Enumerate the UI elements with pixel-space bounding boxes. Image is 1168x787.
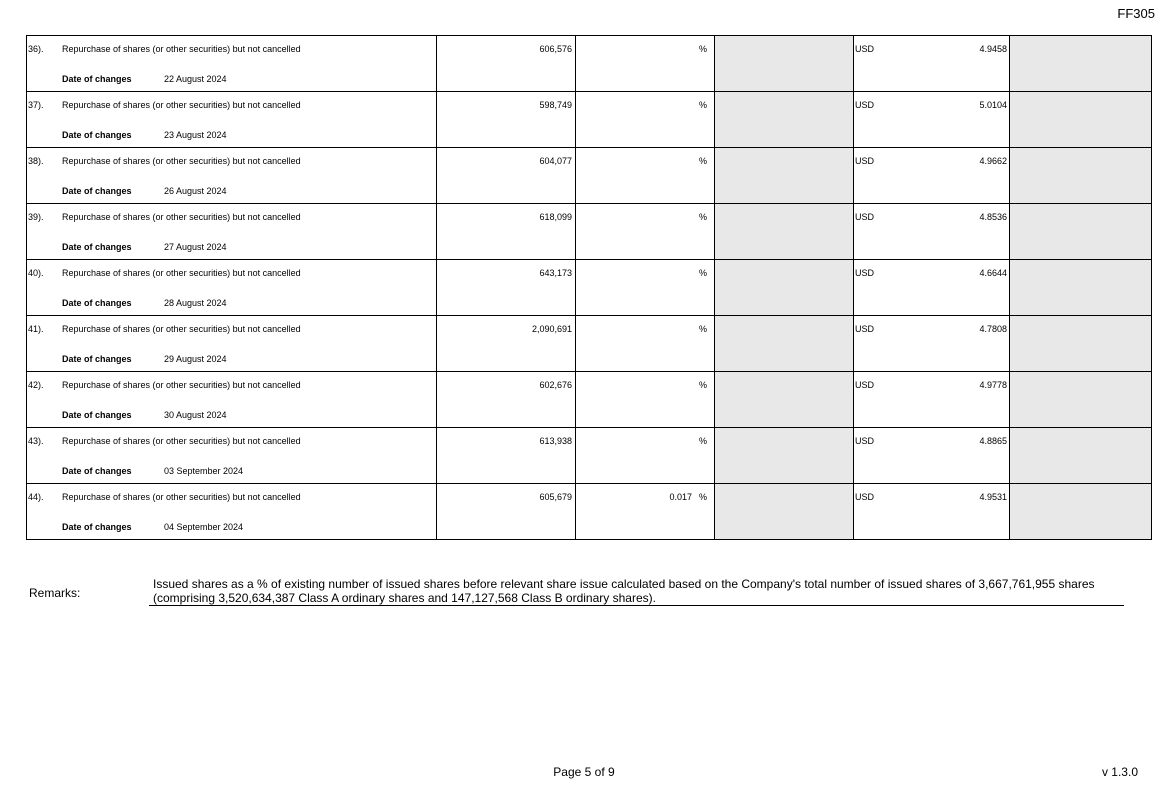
date-of-changes-label: Date of changes [62, 130, 132, 140]
date-of-changes-value: 23 August 2024 [164, 130, 227, 140]
shares-value: 643,173 [539, 268, 572, 278]
table-row [27, 148, 1152, 204]
table-row [27, 372, 1152, 428]
price-cell [854, 484, 1010, 540]
date-of-changes-value: 28 August 2024 [164, 298, 227, 308]
price-value: 5.0104 [979, 100, 1007, 110]
shares-cell [437, 484, 576, 540]
date-of-changes-label: Date of changes [62, 186, 132, 196]
percent-cell [576, 372, 715, 428]
table-row [27, 428, 1152, 484]
shaded-cell [715, 92, 854, 148]
shaded-cell [1010, 260, 1152, 316]
remarks-text: Issued shares as a % of existing number of issued shares before relevant share issue calculated based on the Company's total number of issued shares of 3,667,761,955 shares (comprising 3,520,634,387 Class A ordinary shares and 147,127,568 Class B ordinary shares). [153, 577, 1095, 605]
row-index: 37). [28, 100, 44, 110]
description-cell [27, 148, 437, 204]
date-of-changes-label: Date of changes [62, 522, 132, 532]
price-cell [854, 148, 1010, 204]
currency-label: USD [855, 156, 875, 166]
percent-sign: % [698, 212, 707, 222]
shaded-cell [715, 36, 854, 92]
currency-label: USD [855, 268, 875, 278]
row-index: 39). [28, 212, 44, 222]
row-index: 44). [28, 492, 44, 502]
row-description: Repurchase of shares (or other securities) but not cancelled [62, 44, 301, 54]
table-row [27, 484, 1152, 540]
percent-sign: % [698, 268, 707, 278]
shares-value: 605,679 [539, 492, 572, 502]
shaded-cell [1010, 372, 1152, 428]
date-of-changes-value: 22 August 2024 [164, 74, 227, 84]
shares-cell [437, 148, 576, 204]
price-cell [854, 428, 1010, 484]
shaded-cell [1010, 36, 1152, 92]
percent-cell [576, 204, 715, 260]
description-cell [27, 260, 437, 316]
date-of-changes-value: 30 August 2024 [164, 410, 227, 420]
description-cell [27, 428, 437, 484]
shares-value: 604,077 [539, 156, 572, 166]
shaded-cell [715, 316, 854, 372]
shares-cell [437, 204, 576, 260]
form-code: FF305 [1117, 6, 1155, 21]
table-row [27, 260, 1152, 316]
shaded-cell [1010, 428, 1152, 484]
currency-label: USD [855, 436, 875, 446]
shares-value: 602,676 [539, 380, 572, 390]
percent-sign: % [698, 100, 707, 110]
date-of-changes-label: Date of changes [62, 242, 132, 252]
percent-sign: % [698, 380, 707, 390]
date-of-changes-value: 26 August 2024 [164, 186, 227, 196]
price-value: 4.9458 [979, 44, 1007, 54]
percent-cell [576, 148, 715, 204]
table-row [27, 204, 1152, 260]
table-body [27, 36, 1152, 540]
date-of-changes-value: 29 August 2024 [164, 354, 227, 364]
shaded-cell [715, 372, 854, 428]
shaded-cell [715, 148, 854, 204]
row-description: Repurchase of shares (or other securities) but not cancelled [62, 212, 301, 222]
date-of-changes-label: Date of changes [62, 354, 132, 364]
shares-value: 606,576 [539, 44, 572, 54]
currency-label: USD [855, 492, 875, 502]
description-cell [27, 92, 437, 148]
percent-cell [576, 36, 715, 92]
shaded-cell [1010, 316, 1152, 372]
percent-cell [576, 484, 715, 540]
shares-cell [437, 316, 576, 372]
shaded-cell [715, 204, 854, 260]
date-of-changes-label: Date of changes [62, 74, 132, 84]
shaded-cell [1010, 92, 1152, 148]
shaded-cell [1010, 484, 1152, 540]
date-of-changes-label: Date of changes [62, 466, 132, 476]
row-index: 42). [28, 380, 44, 390]
row-description: Repurchase of shares (or other securities) but not cancelled [62, 100, 301, 110]
description-cell [27, 316, 437, 372]
shaded-cell [715, 484, 854, 540]
shaded-cell [1010, 204, 1152, 260]
remarks-label: Remarks: [29, 586, 81, 600]
table-row [27, 316, 1152, 372]
row-index: 41). [28, 324, 44, 334]
description-cell [27, 204, 437, 260]
row-index: 43). [28, 436, 44, 446]
percent-sign: % [698, 156, 707, 166]
shares-cell [437, 36, 576, 92]
currency-label: USD [855, 380, 875, 390]
percent-cell [576, 316, 715, 372]
date-of-changes-label: Date of changes [62, 410, 132, 420]
remarks-underline [149, 605, 1124, 606]
description-cell [27, 484, 437, 540]
percent-value: 0.017 [669, 492, 692, 502]
percent-sign: % [698, 436, 707, 446]
price-value: 4.8536 [979, 212, 1007, 222]
percent-cell [576, 428, 715, 484]
description-cell [27, 36, 437, 92]
page-number: Page 5 of 9 [553, 765, 615, 779]
shaded-cell [715, 260, 854, 316]
version-label: v 1.3.0 [1101, 765, 1138, 779]
row-description: Repurchase of shares (or other securities) but not cancelled [62, 268, 301, 278]
shares-value: 618,099 [539, 212, 572, 222]
price-cell [854, 92, 1010, 148]
share-repurchase-table [26, 35, 1152, 540]
row-description: Repurchase of shares (or other securities) but not cancelled [62, 492, 301, 502]
date-of-changes-value: 04 September 2024 [164, 522, 244, 532]
row-description: Repurchase of shares (or other securities) but not cancelled [62, 380, 301, 390]
price-value: 4.9531 [979, 492, 1007, 502]
price-value: 4.6644 [979, 268, 1007, 278]
currency-label: USD [855, 100, 875, 110]
percent-sign: % [698, 44, 707, 54]
row-description: Repurchase of shares (or other securities) but not cancelled [62, 436, 301, 446]
price-cell [854, 260, 1010, 316]
percent-cell [576, 92, 715, 148]
row-description: Repurchase of shares (or other securities) but not cancelled [62, 324, 301, 334]
price-value: 4.9778 [979, 380, 1007, 390]
currency-label: USD [855, 324, 875, 334]
percent-sign: % [698, 324, 707, 334]
shares-value: 598,749 [539, 100, 572, 110]
row-index: 38). [28, 156, 44, 166]
date-of-changes-value: 27 August 2024 [164, 242, 227, 252]
price-value: 4.7808 [979, 324, 1007, 334]
table-row [27, 92, 1152, 148]
date-of-changes-label: Date of changes [62, 298, 132, 308]
shares-cell [437, 428, 576, 484]
description-cell [27, 372, 437, 428]
percent-cell [576, 260, 715, 316]
price-cell [854, 372, 1010, 428]
price-cell [854, 316, 1010, 372]
table-row [27, 36, 1152, 92]
shares-value: 613,938 [539, 436, 572, 446]
shaded-cell [1010, 148, 1152, 204]
row-index: 36). [28, 44, 44, 54]
shares-value: 2,090,691 [531, 324, 572, 334]
date-of-changes-value: 03 September 2024 [164, 466, 244, 476]
currency-label: USD [855, 44, 875, 54]
row-description: Repurchase of shares (or other securities) but not cancelled [62, 156, 301, 166]
price-value: 4.8865 [979, 436, 1007, 446]
price-value: 4.9662 [979, 156, 1007, 166]
price-cell [854, 204, 1010, 260]
price-cell [854, 36, 1010, 92]
shares-cell [437, 372, 576, 428]
shares-cell [437, 92, 576, 148]
shaded-cell [715, 428, 854, 484]
row-index: 40). [28, 268, 44, 278]
currency-label: USD [855, 212, 875, 222]
percent-sign: % [698, 492, 707, 502]
shares-cell [437, 260, 576, 316]
